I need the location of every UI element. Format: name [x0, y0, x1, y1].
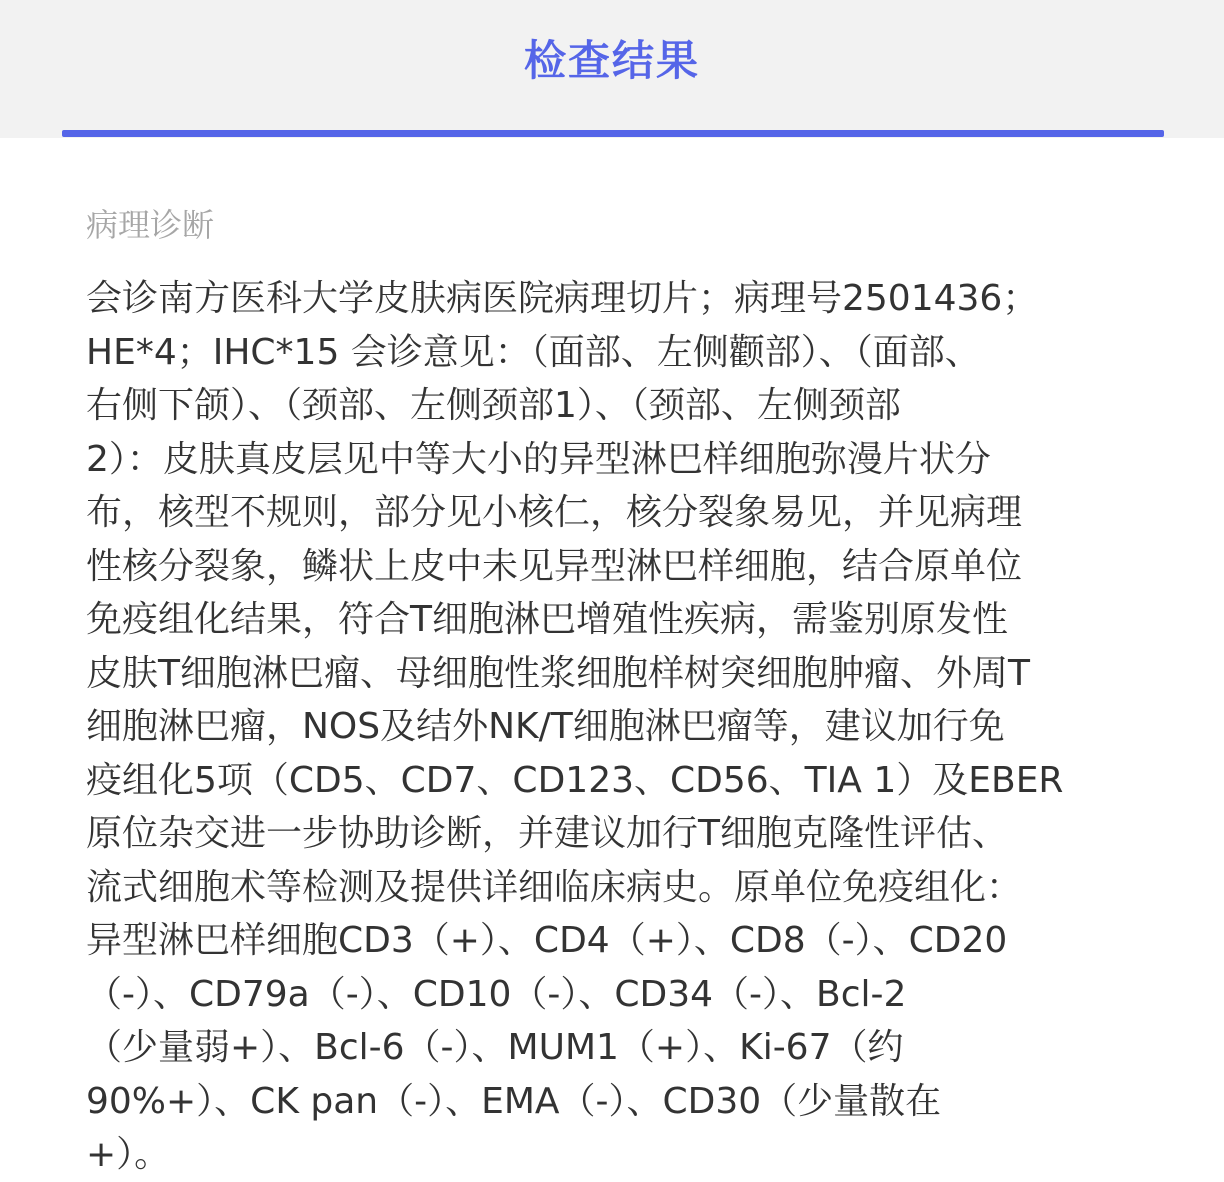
result-content	[0, 138, 1224, 1181]
header-bar	[0, 0, 1224, 138]
tab-title[interactable]: 检查结果	[523, 36, 700, 85]
diagnosis-text: 会诊南方医科大学皮肤病医院病理切片；病理号2501436； HE*4；IHC*15 会诊意见：（面部、左侧颧部）、（面部、 右侧下颌）、（颈部、左侧颈部1）、（颈部、左侧颈部 2）：皮肤真皮层见中等大小的异型淋巴样细胞弥漫片状分 布，核型不规则，部分见小核仁，核分裂象易见，并见病理 性核分裂象，鳞状上皮中未见异型淋巴样细胞，结合原单位 免疫组化结果，符合T细胞淋巴增殖性疾病，需鉴别原发性 皮肤T细胞淋巴瘤、母细胞性浆细胞样树突细胞肿瘤、外周T 细胞淋巴瘤，NOS及结外NK/T细胞淋巴瘤等，建议加行免 疫组化5项（CD5、CD7、CD123、CD56、TIA 1）及EBER 原位杂交进一步协助诊断，并建议加行T细胞克隆性评估、 流式细胞术等检测及提供详细临床病史。原单位免疫组化： 异型淋巴样细胞CD3（+）、CD4（+）、CD8（-）、CD20 （-）、CD79a（-）、CD10（-）、CD34（-）、Bcl-2 （少量弱+）、Bcl-6（-）、MUM1（+）、Ki-67（约 90%+）、CK pan（-）、EMA（-）、CD30（少量散在 +）。	[86, 278, 1064, 1175]
tab-active-indicator	[62, 130, 1164, 137]
section-label: 病理诊断	[86, 206, 215, 244]
